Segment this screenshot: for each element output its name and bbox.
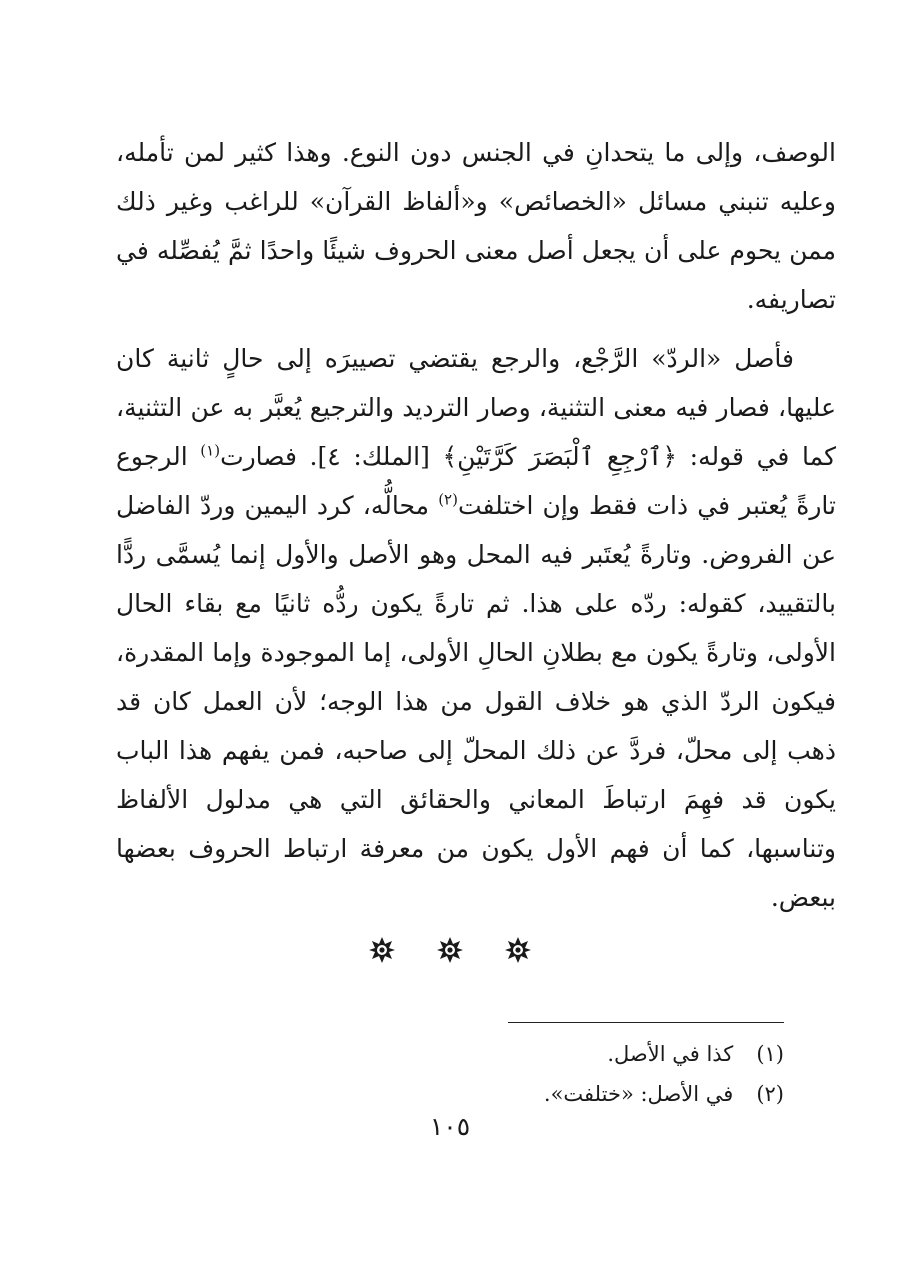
- paragraph-2: [116, 334, 836, 922]
- footnote-text: في الأصل: «ختلفت».: [543, 1082, 734, 1106]
- main-text: [116, 128, 836, 922]
- footnote-number: (٢): [756, 1082, 784, 1106]
- footnote-separator: [508, 1022, 784, 1023]
- star-ornament-icon: [436, 936, 464, 964]
- paragraph-2-part-3: محالُّه، كرد اليمين وردّ الفاضل عن الفروض. وتارةً يُعتَبر فيه المحل وهو الأصل والأول إنما يُسمَّى ردًّا بالتقييد، كقوله: ردّه على هذا. ثم تارةً يكون ردُّه ثانيًا مع بقاء الحال الأولى، وتارةً يكون مع بطلانِ الحالِ الأولى، إما الموجودة وإما المقدرة، فيكون الردّ الذي هو خلاف القول من هذا الوجه؛ لأن العمل كان قد ذهب إلى محلّ، فردَّ عن ذلك المحلّ إلى صاحبه، فمن يفهم هذا الباب يكون قد فهِمَ ارتباطَ المعاني والحقائق التي هي مدلول الألفاظ وتناسبها، كما أن فهم الأول يكون من معرفة ارتباط الحروف بعضها ببعض.: [116, 491, 836, 912]
- footnote-2: [84, 1074, 784, 1114]
- page-number: ١٠٥: [429, 1112, 471, 1141]
- paragraph-2-part-1: فأصل «الردّ» الرَّجْع، والرجع يقتضي تصييرَه إلى حالٍ ثانية كان عليها، فصار فيه معنى التثنية، وصار الترديد والترجيع يُعبَّر به عن التثنية، كما في قوله: ﴿ٱرْجِعِ ٱلْبَصَرَ كَرَّتَيْنِ﴾ [الملك: ٤]. فصارت: [116, 344, 836, 471]
- footnote-number: (١): [756, 1042, 784, 1066]
- paragraph-1: الوصف، وإلى ما يتحدانِ في الجنس دون النوع. وهذا كثير لمن تأمله، وعليه تنبني مسائل «الخصائص» و«ألفاظ القرآن» للراغب وغير ذلك ممن يحوم على أن يجعل أصل معنى الحروف شيئًا واحدًا ثمَّ يُفصِّله في تصاريفه.: [116, 138, 836, 314]
- footnote-1: [84, 1034, 784, 1074]
- star-ornament-icon: [504, 936, 532, 964]
- paragraph-2-part-2: الرجوع تارةً يُعتبر في ذات فقط وإن اختلفت: [116, 442, 836, 520]
- footnote-text: كذا في الأصل.: [607, 1042, 734, 1066]
- footnote-ref-1[interactable]: (١): [200, 441, 221, 460]
- star-ornament-icon: [368, 936, 396, 964]
- footnote-ref-2[interactable]: (٢): [438, 490, 458, 509]
- section-divider: [0, 936, 900, 972]
- footnotes: [84, 1034, 784, 1114]
